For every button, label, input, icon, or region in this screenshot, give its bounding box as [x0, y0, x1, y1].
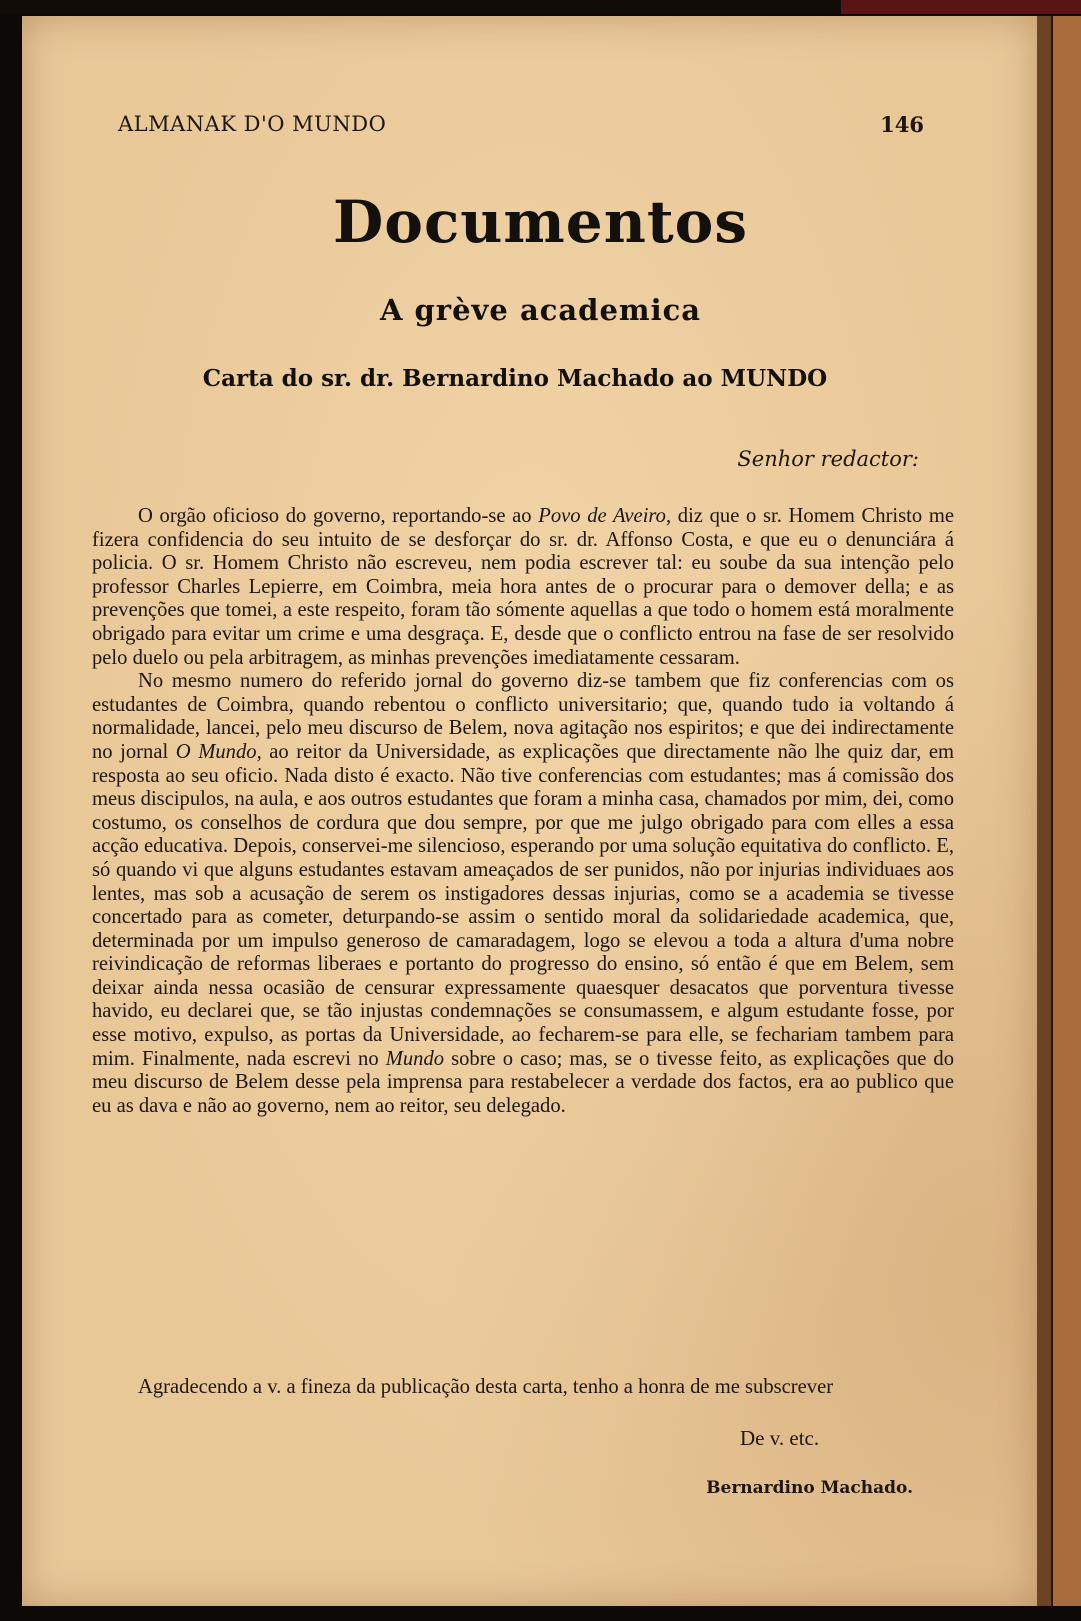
document-subtitle: A grève academica: [379, 293, 702, 327]
top-border: [0, 0, 1081, 14]
paragraph-1-italic: Povo de Aveiro,: [538, 505, 672, 527]
paragraph-2-italic-a: O Mundo,: [175, 740, 262, 763]
paragraph-1-text-a: O orgão oficioso do governo, reportando-se ao: [138, 505, 539, 527]
paragraph-2: [92, 670, 954, 1118]
paragraph-1-text-b: diz que o sr. Homem Christo me fizera confidencia do seu intuito de se desforçar do sr. dr. Affonso Costa, e que eu o denunciára á policia. O sr. Homem Christo não escreveu, nem podia escrever tal: eu soube da sua intenção pelo professor Charles Lepierre, em Coimbra, meia hora antes de o procurar para o demover della; e as prevenções que tomei, a este respeito, foram tão sómente aquellas a que todo o homem está moralmente obrigado para evitar um crime e uma desgraça. E, desde que o conflicto entrou na fase de ser resolvido pelo duelo ou pela arbitragem, as minhas prevenções imediatamente cessaram.: [92, 505, 954, 669]
valediction: De v. etc.: [740, 1426, 820, 1450]
bottom-border: [0, 1606, 1081, 1621]
salutation: Senhor redactor:: [737, 447, 919, 471]
signature: Bernardino Machado.: [706, 1478, 913, 1498]
paragraph-2-italic-b: Mundo: [385, 1047, 445, 1070]
paragraph-2-text-c: sobre o caso; mas, se o tivesse feito, as explicações que do meu discurso de Belem desse pela imprensa para restabelecer a verdade dos factos, era ao publico que eu as dava e não ao governo, nem ao reitor, seu delegado.: [92, 1047, 954, 1117]
document-title: Documentos: [332, 188, 749, 256]
page-number: 146: [880, 112, 924, 137]
paragraph-1: [92, 505, 954, 670]
closing-paragraph: Agradecendo a v. a fineza da publicação desta carta, tenho a honra de me subscrever: [138, 1376, 834, 1398]
running-title: ALMANAK D'O MUNDO: [118, 112, 387, 136]
running-head: [118, 112, 924, 142]
paragraph-2-text-b: ao reitor da Universidade, as explicações que directamente não lhe quiz dar, em resposta ao seu oficio. Nada disto é exacto. Não tive conferencias com estudantes; mas á comissão dos meus discipulos, na aula, e aos outros estudantes que foram a minha casa, chamados por mim, dei, como costumo, os conselhos de cordura que dou sempre, por que me julgo obrigado para com elles a essa acção educativa. Depois, conservei-me silencioso, esperando por uma solução equitativa do conflicto. E, só quando vi que alguns estudantes estavam ameaçados de ser punidos, não por injurias individuaes aos lentes, mas sob a acusação de serem os instigadores dessas injurias, como se a academia se tivesse concertado para as cometer, deturpando-se assim o sentido moral da solidariedade academica, que, determinada por um impulso generoso de camaradagem, logo se elevou a toda a altura d'uma nobre reivindicação de reformas liberaes e portanto do progresso do ensino, só então é que em Belem, sem deixar ainda nessa ocasião de censurar expressamente quaesquer desacatos que porventura tivesse havido, eu declarei que, se tão injustas condemnações se consumassem, e algum estudante fosse, por esse motivo, expulso, as portas da Universidade, ao fecharem-se para elle, se fechariam tambem para mim. Finalmente, nada escrevi no: [92, 740, 954, 1070]
paragraph-2-text-a: No mesmo numero do referido jornal do governo diz-se tambem que fiz conferencias com os estudantes de Coimbra, quando rebentou o conflicto universitario; que, quando tudo ia voltando á normalidade, lancei, pelo meu discurso de Belem, nova agitação nos espiritos; e que dei indirectamente no jornal: [92, 670, 954, 763]
letter-body: [92, 505, 954, 1118]
cover-edge: [841, 0, 1081, 14]
letter-heading: Carta do sr. dr. Bernardino Machado ao MUNDO: [202, 365, 828, 392]
